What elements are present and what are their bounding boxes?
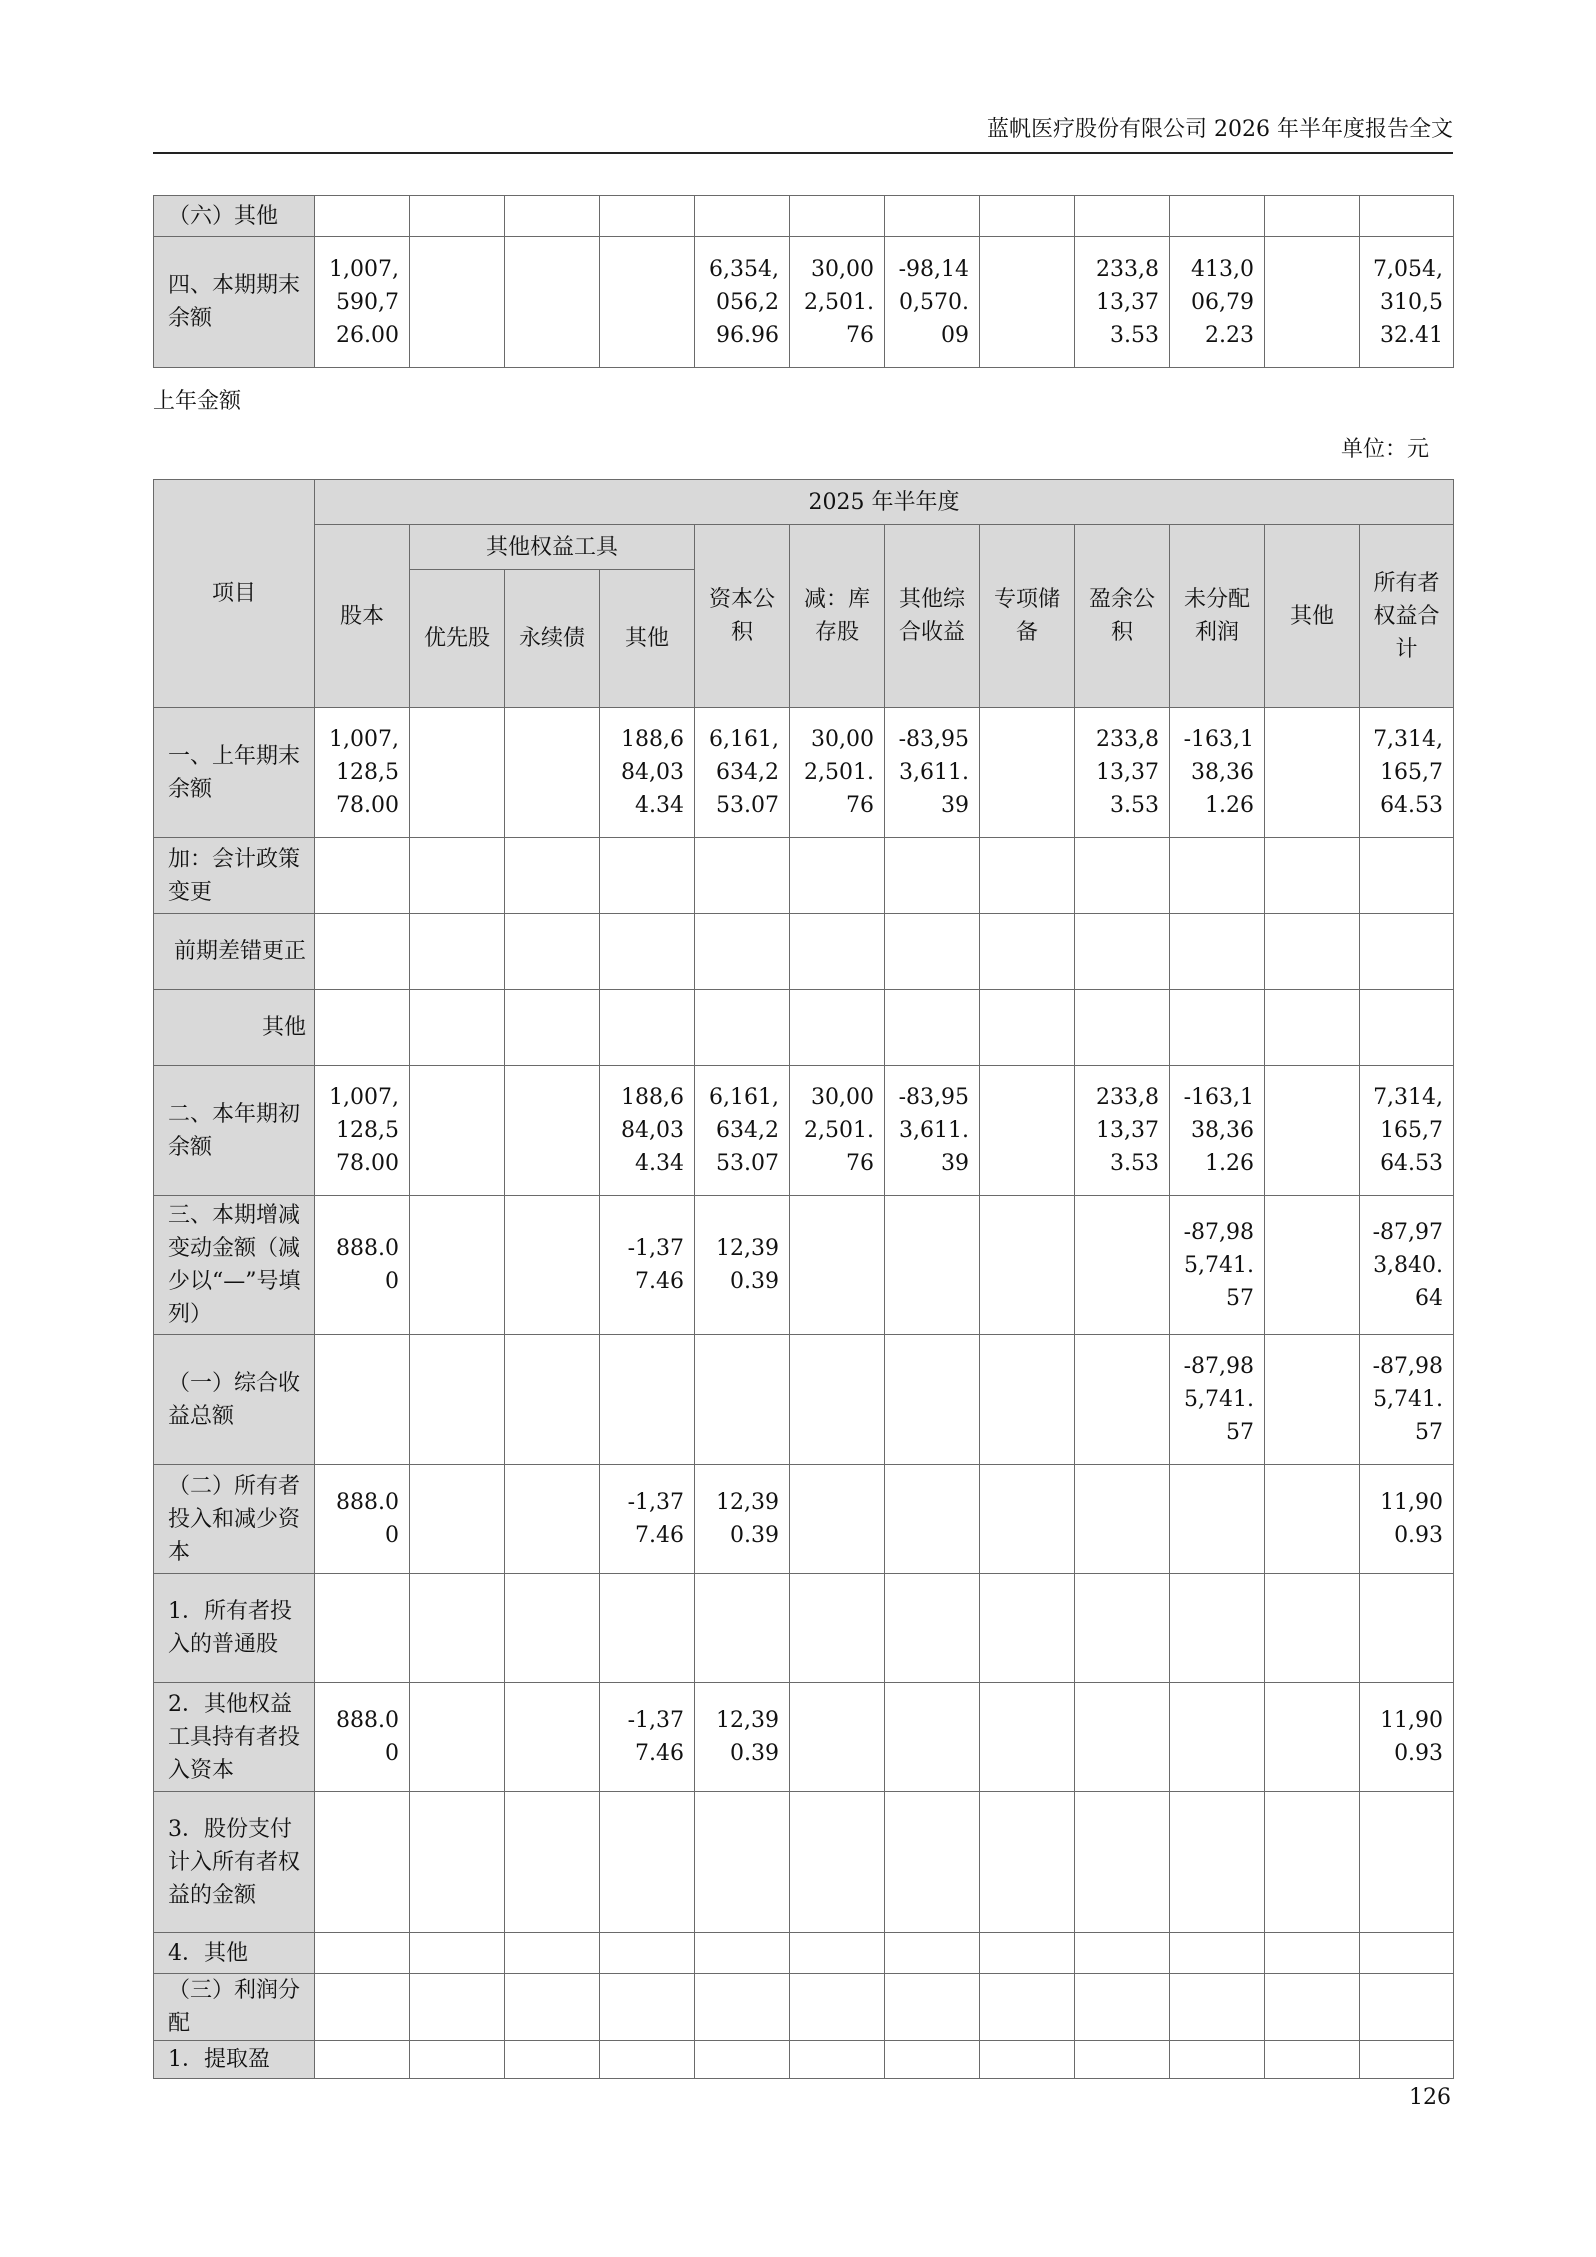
- col-header-capital-reserve: 资本公积: [695, 525, 790, 708]
- table-cell: [505, 1066, 600, 1196]
- table-cell: [1075, 1683, 1170, 1792]
- table-cell: [1075, 914, 1170, 990]
- table-cell: [980, 2041, 1075, 2079]
- col-header-other-comprehensive-income: 其他综合收益: [885, 525, 980, 708]
- table-cell: 11,900.93: [1360, 1683, 1454, 1792]
- table-cell: [1360, 914, 1454, 990]
- table-cell: [980, 1465, 1075, 1574]
- table-cell: [790, 2041, 885, 2079]
- table-cell: [695, 1335, 790, 1465]
- table-cell: 12,390.39: [695, 1196, 790, 1335]
- row-label: 二、本年期初余额: [154, 1066, 315, 1196]
- table-cell: [410, 990, 505, 1066]
- table-cell: 1,007,128,578.00: [315, 1066, 410, 1196]
- table-cell: [315, 1974, 410, 2041]
- table-row: [154, 1792, 1454, 1933]
- table-cell: 6,161,634,253.07: [695, 1066, 790, 1196]
- current-period-table-tail: [153, 195, 1454, 368]
- table-cell: [1265, 990, 1360, 1066]
- table-cell: 30,002,501.76: [790, 237, 885, 368]
- table-cell: [1265, 1683, 1360, 1792]
- table-cell: -163,138,361.26: [1170, 708, 1265, 838]
- col-header-share-capital: 股本: [315, 525, 410, 708]
- table-cell: [600, 196, 695, 237]
- col-header-surplus-reserve: 盈余公积: [1075, 525, 1170, 708]
- table-cell: [1265, 1465, 1360, 1574]
- table-cell: [695, 196, 790, 237]
- table-cell: 233,813,373.53: [1075, 708, 1170, 838]
- table-cell: [505, 914, 600, 990]
- table-cell: [600, 1933, 695, 1974]
- table-cell: [315, 914, 410, 990]
- table-cell: [1265, 1335, 1360, 1465]
- header-rule: [153, 152, 1453, 154]
- table-cell: 30,002,501.76: [790, 708, 885, 838]
- row-label: 3．股份支付计入所有者权益的金额: [154, 1792, 315, 1933]
- table-cell: [695, 1974, 790, 2041]
- row-label: 其他: [154, 990, 315, 1066]
- col-header-other: 其他: [1265, 525, 1360, 708]
- table-cell: [695, 1574, 790, 1683]
- table-cell: 1,007,128,578.00: [315, 708, 410, 838]
- table-cell: [1170, 914, 1265, 990]
- table-cell: [1265, 1974, 1360, 2041]
- table-cell: [600, 914, 695, 990]
- table-cell: [1075, 1335, 1170, 1465]
- table-cell: -1,377.46: [600, 1683, 695, 1792]
- table-cell: [790, 1574, 885, 1683]
- table-cell: -87,985,741.57: [1360, 1335, 1454, 1465]
- table-cell: [410, 1683, 505, 1792]
- row-label: （六）其他: [154, 196, 315, 237]
- table-cell: -1,377.46: [600, 1196, 695, 1335]
- table-cell: [1360, 1792, 1454, 1933]
- table-cell: -98,140,570.09: [885, 237, 980, 368]
- table-row: [154, 1335, 1454, 1465]
- table-cell: [885, 1792, 980, 1933]
- table-cell: [1170, 1933, 1265, 1974]
- table-cell: [1075, 990, 1170, 1066]
- table-cell: [505, 1335, 600, 1465]
- table-cell: [980, 708, 1075, 838]
- table-cell: [1170, 838, 1265, 914]
- row-label: 加：会计政策变更: [154, 838, 315, 914]
- table-row: [154, 1933, 1454, 1974]
- table-cell: [505, 1196, 600, 1335]
- table-cell: [980, 1574, 1075, 1683]
- table-cell: -87,985,741.57: [1170, 1335, 1265, 1465]
- table-cell: [410, 1196, 505, 1335]
- table-cell: [1265, 1196, 1360, 1335]
- table-cell: [1360, 1933, 1454, 1974]
- table-cell: [980, 1933, 1075, 1974]
- table-cell: -87,985,741.57: [1170, 1196, 1265, 1335]
- table-cell: [980, 990, 1075, 1066]
- report-header-title: 蓝帆医疗股份有限公司 2026 年半年度报告全文: [987, 117, 1453, 142]
- table-cell: [885, 914, 980, 990]
- table-cell: 12,390.39: [695, 1465, 790, 1574]
- table-cell: [1170, 1683, 1265, 1792]
- table-cell: [1265, 1792, 1360, 1933]
- table-cell: [410, 1974, 505, 2041]
- table-cell: [1170, 990, 1265, 1066]
- table-cell: [505, 1465, 600, 1574]
- table-cell: [1075, 1465, 1170, 1574]
- table-row: [154, 1066, 1454, 1196]
- table-cell: [1075, 1974, 1170, 2041]
- table-cell: [695, 1933, 790, 1974]
- table-cell: [505, 1933, 600, 1974]
- table-cell: [1265, 237, 1360, 368]
- table-cell: [410, 914, 505, 990]
- table-cell: [885, 1196, 980, 1335]
- table-cell: [980, 1066, 1075, 1196]
- table-cell: [885, 196, 980, 237]
- table-cell: -163,138,361.26: [1170, 1066, 1265, 1196]
- table-cell: [790, 1465, 885, 1574]
- table-cell: [410, 2041, 505, 2079]
- table-cell: [410, 838, 505, 914]
- table-cell: [505, 237, 600, 368]
- col-header-treasury-stock: 减：库存股: [790, 525, 885, 708]
- table-cell: 7,314,165,764.53: [1360, 1066, 1454, 1196]
- table-cell: 30,002,501.76: [790, 1066, 885, 1196]
- table-row: [154, 990, 1454, 1066]
- table-cell: [315, 2041, 410, 2079]
- row-label: （一）综合收益总额: [154, 1335, 315, 1465]
- table-cell: [1360, 196, 1454, 237]
- table-cell: [885, 990, 980, 1066]
- table-cell: [885, 1974, 980, 2041]
- table-cell: 6,354,056,296.96: [695, 237, 790, 368]
- table-cell: [600, 1974, 695, 2041]
- period-header: 2025 年半年度: [315, 480, 1454, 525]
- table-cell: [410, 1574, 505, 1683]
- table-cell: [790, 1196, 885, 1335]
- col-header-other-equity-instruments: 其他权益工具: [410, 525, 695, 570]
- row-label: 1．提取盈: [154, 2041, 315, 2079]
- table-cell: [695, 838, 790, 914]
- table-cell: [695, 1792, 790, 1933]
- table-cell: [600, 1574, 695, 1683]
- table-row: [154, 196, 1454, 237]
- row-label: 四、本期期末余额: [154, 237, 315, 368]
- table-cell: [980, 838, 1075, 914]
- table-cell: [315, 1792, 410, 1933]
- row-label: 1．所有者投入的普通股: [154, 1574, 315, 1683]
- table-cell: [315, 196, 410, 237]
- table-cell: [885, 1933, 980, 1974]
- table-cell: [410, 708, 505, 838]
- table-cell: [505, 1574, 600, 1683]
- table-cell: [505, 1974, 600, 2041]
- table-cell: [1360, 2041, 1454, 2079]
- table-cell: [1170, 1974, 1265, 2041]
- table-cell: [885, 838, 980, 914]
- prior-year-equity-table: [153, 479, 1454, 2079]
- table-cell: [315, 1933, 410, 1974]
- table-cell: 6,161,634,253.07: [695, 708, 790, 838]
- table-cell: [980, 1683, 1075, 1792]
- table-row: [154, 1574, 1454, 1683]
- table-row: [154, 1465, 1454, 1574]
- table-cell: [790, 990, 885, 1066]
- col-header-preferred-stock: 优先股: [410, 570, 505, 708]
- col-header-undistributed-profit: 未分配利润: [1170, 525, 1265, 708]
- table-cell: [505, 196, 600, 237]
- table-cell: [315, 1574, 410, 1683]
- table-cell: [1170, 2041, 1265, 2079]
- table-row: [154, 838, 1454, 914]
- table-cell: 7,054,310,532.41: [1360, 237, 1454, 368]
- table-cell: 1,007,590,726.00: [315, 237, 410, 368]
- table-cell: [1360, 838, 1454, 914]
- row-label: 一、上年期末余额: [154, 708, 315, 838]
- col-header-other-instrument: 其他: [600, 570, 695, 708]
- table-cell: [1075, 1574, 1170, 1683]
- table-cell: [410, 1792, 505, 1933]
- table-cell: 7,314,165,764.53: [1360, 708, 1454, 838]
- table-cell: [505, 1792, 600, 1933]
- table-row: [154, 708, 1454, 838]
- table-row: [154, 1196, 1454, 1335]
- table-cell: [410, 1465, 505, 1574]
- table-cell: [1170, 1574, 1265, 1683]
- table-cell: [790, 196, 885, 237]
- table-cell: [1265, 838, 1360, 914]
- table-cell: [1075, 1933, 1170, 1974]
- table-cell: [410, 1933, 505, 1974]
- table-cell: [315, 990, 410, 1066]
- table-cell: [980, 237, 1075, 368]
- table-cell: [695, 2041, 790, 2079]
- row-label: （三）利润分配: [154, 1974, 315, 2041]
- table-cell: 233,813,373.53: [1075, 237, 1170, 368]
- table-cell: [1265, 914, 1360, 990]
- table-cell: [695, 990, 790, 1066]
- row-label: 三、本期增减变动金额（减少以“—”号填列）: [154, 1196, 315, 1335]
- table-row: [154, 237, 1454, 368]
- table-cell: [790, 914, 885, 990]
- page-number: 126: [1409, 2085, 1451, 2110]
- table-cell: [980, 196, 1075, 237]
- row-label: 前期差错更正: [154, 914, 315, 990]
- table-cell: [315, 838, 410, 914]
- table-cell: [505, 1683, 600, 1792]
- table-row: [154, 1683, 1454, 1792]
- table-cell: [980, 914, 1075, 990]
- table-cell: [790, 1335, 885, 1465]
- row-label: （二）所有者投入和减少资本: [154, 1465, 315, 1574]
- table-cell: [1075, 2041, 1170, 2079]
- table-cell: [1265, 2041, 1360, 2079]
- table-cell: 188,684,034.34: [600, 708, 695, 838]
- table-cell: [1170, 196, 1265, 237]
- table-cell: [505, 990, 600, 1066]
- table-cell: 188,684,034.34: [600, 1066, 695, 1196]
- table-cell: [790, 1792, 885, 1933]
- header-row-period: [154, 480, 1454, 525]
- table-cell: [1075, 196, 1170, 237]
- table-cell: [505, 708, 600, 838]
- table-cell: -83,953,611.39: [885, 1066, 980, 1196]
- table-cell: [1265, 196, 1360, 237]
- table-cell: [600, 237, 695, 368]
- table-row: [154, 2041, 1454, 2079]
- table-cell: [790, 1683, 885, 1792]
- table-cell: [980, 1974, 1075, 2041]
- col-header-perpetual-bond: 永续债: [505, 570, 600, 708]
- table-cell: [600, 1335, 695, 1465]
- table-cell: [410, 237, 505, 368]
- table-cell: [505, 838, 600, 914]
- table-cell: -87,973,840.64: [1360, 1196, 1454, 1335]
- row-label: 4．其他: [154, 1933, 315, 1974]
- table-cell: [1170, 1792, 1265, 1933]
- table-cell: [885, 1683, 980, 1792]
- table-cell: 888.00: [315, 1196, 410, 1335]
- table-cell: [1075, 838, 1170, 914]
- table-cell: [790, 1933, 885, 1974]
- table-cell: 888.00: [315, 1465, 410, 1574]
- table-cell: [410, 1335, 505, 1465]
- table-cell: 12,390.39: [695, 1683, 790, 1792]
- table-cell: [1360, 990, 1454, 1066]
- table-cell: [790, 1974, 885, 2041]
- table-cell: 233,813,373.53: [1075, 1066, 1170, 1196]
- table-cell: [885, 2041, 980, 2079]
- table-cell: -1,377.46: [600, 1465, 695, 1574]
- table-cell: [980, 1196, 1075, 1335]
- table-cell: [1360, 1574, 1454, 1683]
- table-cell: [790, 838, 885, 914]
- table-cell: 888.00: [315, 1683, 410, 1792]
- table-cell: [885, 1465, 980, 1574]
- table-cell: [980, 1335, 1075, 1465]
- table-cell: [1075, 1196, 1170, 1335]
- table-cell: [1265, 708, 1360, 838]
- table-cell: 11,900.93: [1360, 1465, 1454, 1574]
- table-cell: [1265, 1574, 1360, 1683]
- table-cell: [980, 1792, 1075, 1933]
- table-cell: [315, 1335, 410, 1465]
- table-cell: [885, 1574, 980, 1683]
- col-header-special-reserve: 专项储备: [980, 525, 1075, 708]
- col-header-item: 项目: [154, 480, 315, 708]
- table-cell: [600, 838, 695, 914]
- table-cell: [600, 2041, 695, 2079]
- header-row-groups: [154, 525, 1454, 570]
- table-row: [154, 914, 1454, 990]
- table-cell: [885, 1335, 980, 1465]
- table-cell: [1170, 1465, 1265, 1574]
- table-cell: [505, 2041, 600, 2079]
- section-label: 上年金额: [153, 389, 242, 414]
- table-cell: [1075, 1792, 1170, 1933]
- table-cell: [1265, 1066, 1360, 1196]
- table-cell: -83,953,611.39: [885, 708, 980, 838]
- table-row: [154, 1974, 1454, 2041]
- table-cell: 413,006,792.23: [1170, 237, 1265, 368]
- table-cell: [695, 914, 790, 990]
- table-cell: [410, 196, 505, 237]
- table-cell: [600, 990, 695, 1066]
- table-cell: [1360, 1974, 1454, 2041]
- table-cell: [600, 1792, 695, 1933]
- row-label: 2．其他权益工具持有者投入资本: [154, 1683, 315, 1792]
- table-cell: [1265, 1933, 1360, 1974]
- table-cell: [410, 1066, 505, 1196]
- col-header-total-equity: 所有者权益合计: [1360, 525, 1454, 708]
- unit-label: 单位：元: [1340, 437, 1429, 462]
